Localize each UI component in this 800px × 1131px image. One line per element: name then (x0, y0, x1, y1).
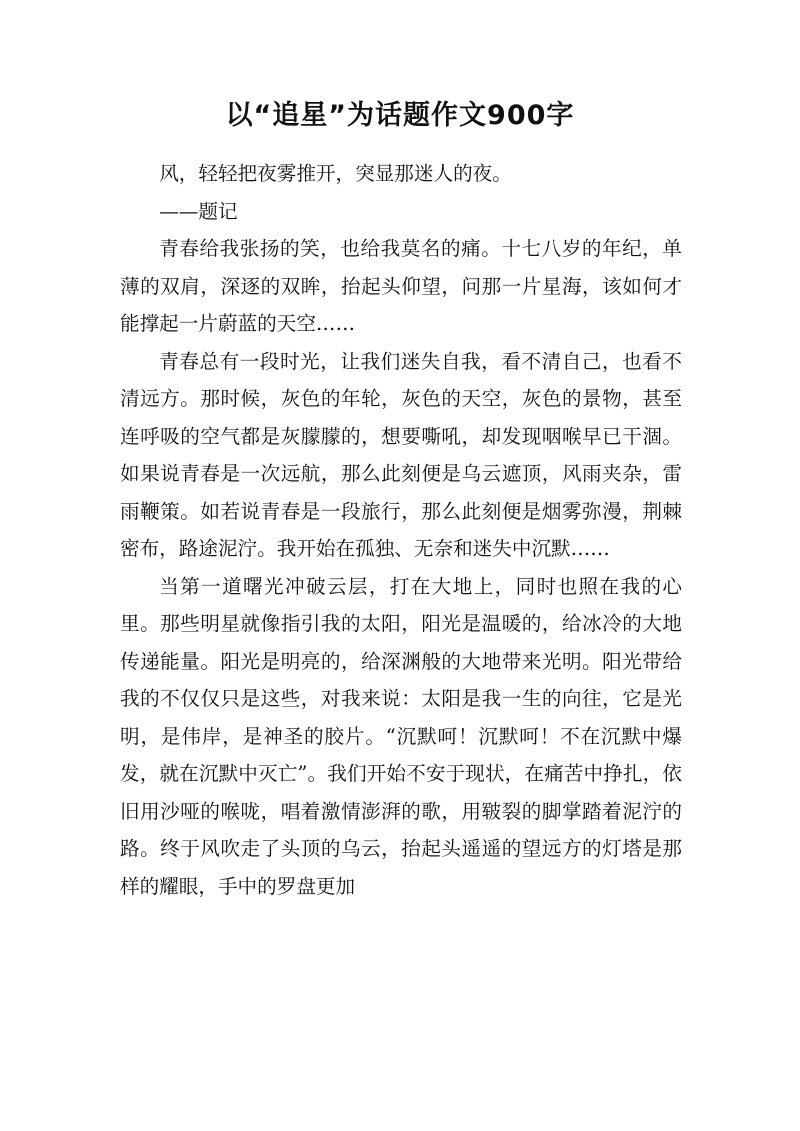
document-body (120, 155, 682, 905)
paragraph: 当第一道曙光冲破云层，打在大地上，同时也照在我的心里。那些明星就像指引我的太阳，阳光是温暖的，给冰冷的大地传递能量。阳光是明亮的，给深渊般的大地带来光明。阳光带给我的不仅仅只是这些，对我来说：太阳是我一生的向往，它是光明，是伟岸，是神圣的胶片。“沉默呵！沉默呵！不在沉默中爆发，就在沉默中灭亡”。我们开始不安于现状，在痛苦中挣扎，依旧用沙哑的喉咙，唱着激情澎湃的歌，用皲裂的脚掌踏着泥泞的路。终于风吹走了头顶的乌云，抬起头遥遥的望远方的灯塔是那样的耀眼，手中的罗盘更加 (120, 574, 682, 898)
document-title: 以“追星”为话题作文900字 (225, 100, 575, 131)
paragraph: 风，轻轻把夜雾推开，突显那迷人的夜。 (159, 162, 512, 185)
paragraph: 青春给我张扬的笑，也给我莫名的痛。十七八岁的年纪，单薄的双肩，深逐的双眸，抬起头仰望，问那一片星海，该如何才能撑起一片蔚蓝的天空…… (120, 237, 682, 335)
paragraph: ——题记 (159, 199, 238, 223)
paragraph: 青春总有一段时光，让我们迷失自我，看不清自己，也看不清远方。那时候，灰色的年轮，灰色的天空，灰色的景物，甚至连呼吸的空气都是灰朦朦的，想要嘶吼，却发现咽喉早已干涸。如果说青春是一次远航，那么此刻便是乌云遮顶，风雨夹杂，雷雨鞭策。如若说青春是一段旅行，那么此刻便是烟雾弥漫，荆棘密布，路途泥泞。我开始在孤独、无奈和迷失中沉默…… (120, 349, 682, 560)
